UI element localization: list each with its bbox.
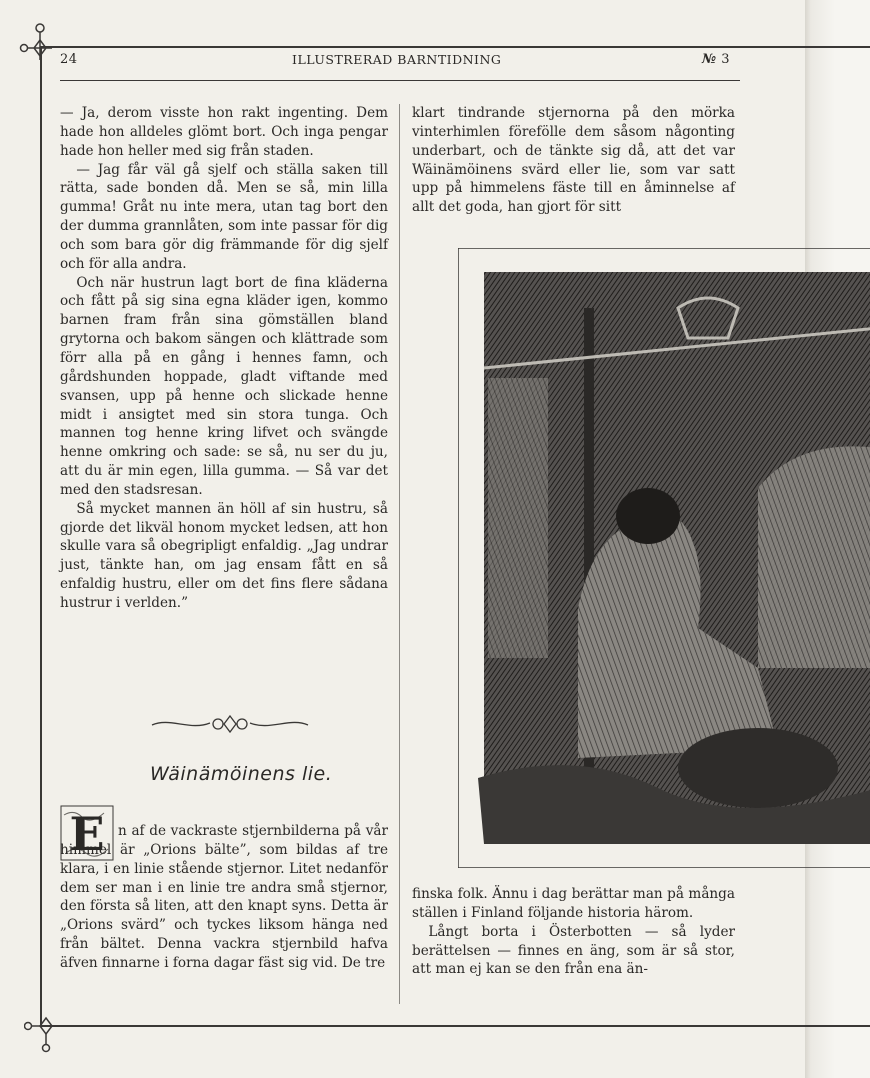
- right-column-top: [412, 104, 735, 217]
- left-column: [60, 104, 388, 613]
- corner-ornament-bottom-icon: [24, 1010, 64, 1054]
- section-text: [60, 822, 388, 973]
- header-rule: [60, 80, 740, 81]
- corner-ornament-top-icon: [18, 22, 58, 62]
- paragraph: finska folk. Ännu i dag berättar man på många ställen i Finland följande historia härom.: [412, 886, 735, 921]
- running-header: [60, 52, 740, 72]
- paragraph: n af de vackraste stjernbilderna på vår himmel är „Orions bälte”, som bildas af tre klara, i en linie stående stjernor. Litet nedanför dem ser man i en linie tre andra små stjernor, den första så liten, att den knapt syns. Detta är „Orions svärd” och tyckes liksom hänga ned från bältet. Denna vackra stjernbild hafva äfven finnarne i forna dagar fäst sig vid. De tre: [60, 823, 388, 971]
- paragraph: Och när hustrun lagt bort de fina kläderna och fått på sig sina egna kläder igen, kommo barnen fram från sina gömställen bland grytorna och bakom sängen och klättrade som förr alla på en gång i hennes famn, och gårdshunden hoppade, gladt viftande med svansen, upp på henne och slickade henne midt i ansigtet med sin stora tunga. Och mannen tog henne kring lifvet och svängde henne omkring och sade: se så, nu ser du ju, att du är min egen, lilla gumma. — Så var det med den stadsresan.: [60, 274, 388, 498]
- column-divider: [399, 104, 400, 1004]
- section-heading: Wäinämöinens lie.: [150, 763, 333, 785]
- engraving-illustration: [458, 248, 870, 868]
- paragraph: — Jag får väl gå sjelf och ställa saken till rätta, sade bonden då. Men se så, min lilla gumma! Gråt nu inte mera, utan tag bort den der dumma grannlåten, som inte passar för dig och som bara gör dig främmande för dig sjelf och för alla andra.: [60, 161, 388, 272]
- paragraph: Så mycket mannen än höll af sin hustru, så gjorde det likväl honom mycket ledsen, att hon skulle vara så obegripligt enfaldig. „Jag undrar just, tänkte han, om jag ensam fått en så enfaldig hustru, eller om det fins flere sådana hustrur i verlden.”: [60, 500, 388, 611]
- right-column-bottom: [412, 885, 735, 979]
- top-rule: [40, 46, 870, 48]
- paragraph: — Ja, derom visste hon rakt ingenting. Dem hade hon alldeles glömt bort. Och inga pengar hade hon heller med sig från staden.: [60, 105, 388, 159]
- svg-text:E: E: [69, 807, 105, 861]
- bottom-rule: [40, 1025, 870, 1027]
- section-ornament-icon: [150, 713, 310, 735]
- issue-number: № 3: [702, 52, 731, 67]
- page-number: 24: [60, 52, 78, 67]
- left-border-rule: [40, 46, 42, 1026]
- publication-title: ILLUSTRERAD BARNTIDNING: [292, 52, 502, 67]
- paragraph: Långt borta i Österbotten — så lyder berättelsen — finnes en äng, som är så stor, att man ej kan se den från ena än-: [412, 923, 735, 978]
- paragraph: klart tindrande stjernorna på den mörka vinterhimlen förefölle dem såsom någonting underbart, och de tänkte sig då, att det var Wäinämöinens svärd eller lie, som var satt upp på himmelens fäste till en åminnelse af allt det goda, han gjort för sitt: [412, 105, 735, 216]
